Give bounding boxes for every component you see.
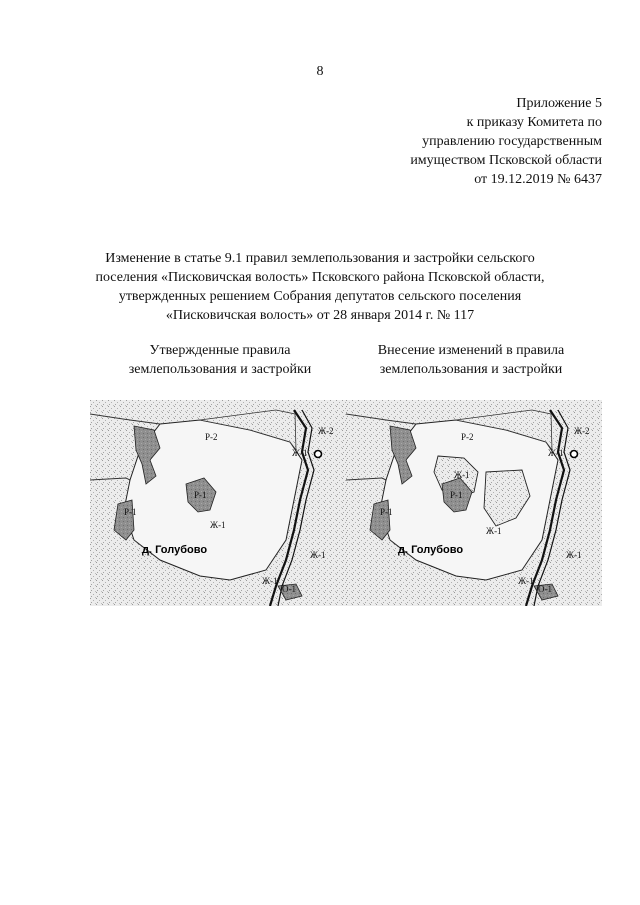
- village-label: д. Голубово: [398, 544, 464, 556]
- map-marker: [315, 451, 322, 458]
- title-line: «Писковичская волость» от 28 января 2014 г. № 117: [165, 308, 475, 323]
- caption-line: землепользования и застройки: [128, 362, 312, 377]
- appendix-line: от 19.12.2019 № 6437: [474, 172, 602, 187]
- zone-label: О-1: [538, 584, 552, 594]
- zone-label: Ж-1: [210, 520, 226, 530]
- zone-label: Р-2: [461, 432, 474, 442]
- zone-label: Ж-1: [548, 448, 564, 458]
- proposed-map-graphic: [346, 400, 602, 606]
- approved-map-graphic: [90, 400, 346, 606]
- map-marker: [571, 451, 578, 458]
- zone-label: Ж-1: [262, 576, 278, 586]
- zone-label: Ж-2: [574, 426, 590, 436]
- approved-zoning-map: [90, 400, 346, 606]
- zone-label: Р-1: [194, 490, 207, 500]
- zone-label: Р-1: [380, 507, 393, 517]
- zone-label: Р-2: [205, 432, 218, 442]
- zone-label: Ж-1: [454, 470, 470, 480]
- village-label: д. Голубово: [142, 544, 208, 556]
- appendix-line: Приложение 5: [516, 96, 602, 111]
- zone-label: Ж-1: [310, 550, 326, 560]
- caption-line: землепользования и застройки: [379, 362, 563, 377]
- proposed-zoning-map: [346, 400, 602, 606]
- appendix-line: управлению государственным: [422, 134, 602, 149]
- right-column-caption: [346, 341, 596, 379]
- caption-line: Утвержденные правила: [149, 343, 291, 358]
- zone-label: О-1: [282, 584, 296, 594]
- zone-label: Ж-1: [292, 448, 308, 458]
- zone-label: Ж-2: [318, 426, 334, 436]
- zone-label: Ж-1: [566, 550, 582, 560]
- zone-label: Ж-1: [518, 576, 534, 586]
- caption-line: Внесение изменений в правила: [377, 343, 565, 358]
- title-line: утвержденных решением Собрания депутатов сельского поселения: [118, 289, 522, 304]
- page-number: 8: [316, 64, 324, 79]
- appendix-line: имуществом Псковской области: [410, 153, 602, 168]
- title-line: поселения «Писковичская волость» Псковского района Псковской области,: [95, 270, 545, 285]
- title-line: Изменение в статье 9.1 правил землепользования и застройки сельского: [105, 251, 535, 266]
- appendix-line: к приказу Комитета по: [466, 115, 602, 130]
- appendix-block: [410, 94, 602, 189]
- document-title: [60, 249, 580, 325]
- left-column-caption: [95, 341, 345, 379]
- zone-label: Р-1: [450, 490, 463, 500]
- zone-label: Ж-1: [486, 526, 502, 536]
- zone-label: Р-1: [124, 507, 137, 517]
